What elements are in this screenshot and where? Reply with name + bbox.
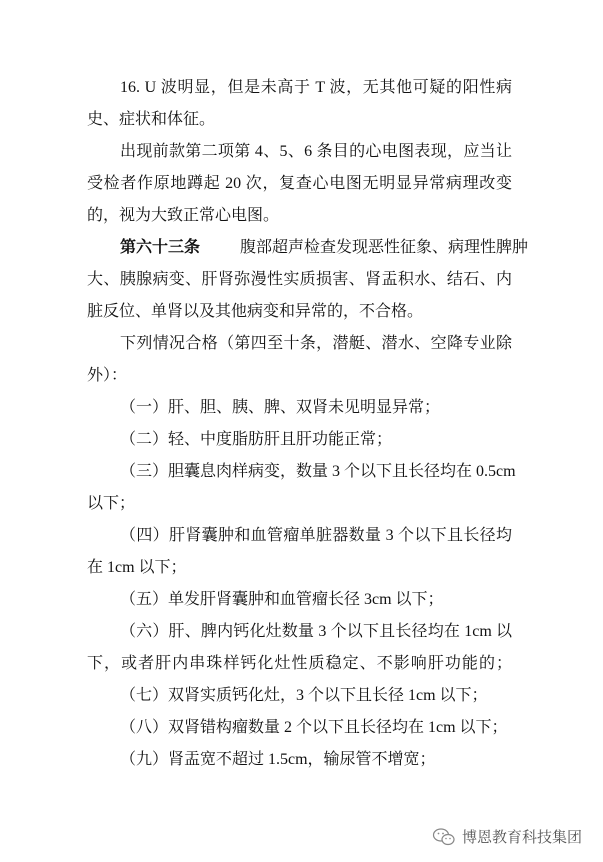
text-line: 外）： xyxy=(87,367,128,384)
wechat-icon xyxy=(432,827,456,847)
list-item: （五）单发肝肾囊肿和血管瘤长径 3cm 以下； xyxy=(120,591,444,608)
text-line: 受检者作原地蹲起 20 次，复查心电图无明显异常病理改变 xyxy=(87,175,512,192)
article-heading: 第六十三条 xyxy=(120,239,201,256)
text-line: 出现前款第二项第 4、5、6 条目的心电图表现，应当让 xyxy=(120,143,512,160)
list-item: （一）肝、胆、胰、脾、双肾未见明显异常； xyxy=(120,399,441,416)
list-item: （二）轻、中度脂肪肝且肝功能正常； xyxy=(120,431,393,448)
text-line: 脏反位、单肾以及其他病变和异常的，不合格。 xyxy=(87,303,424,320)
text-line: 16. U 波明显，但是未高于 T 波，无其他可疑的阳性病 xyxy=(120,79,512,96)
watermark-text: 博恩教育科技集团 xyxy=(462,828,583,846)
list-item: （七）双肾实质钙化灶，3 个以下且长径 1cm 以下； xyxy=(120,687,488,704)
list-item: （三）胆囊息肉样病变，数量 3 个以下且长径均在 0.5cm xyxy=(120,463,516,480)
text-line: 在 1cm 以下； xyxy=(87,559,187,576)
text-line: 下，或者肝内串珠样钙化灶性质稳定、不影响肝功能的； xyxy=(87,655,512,672)
article-line xyxy=(120,238,529,258)
text-line: 史、症状和体征。 xyxy=(87,111,216,128)
list-item: （六）肝、脾内钙化灶数量 3 个以下且长径均在 1cm 以 xyxy=(120,623,512,640)
text-line: 大、胰腺病变、肝肾弥漫性实质损害、肾盂积水、结石、内 xyxy=(87,271,512,288)
list-item: （九）肾盂宽不超过 1.5cm，输尿管不增宽； xyxy=(120,751,436,768)
text-line: 下列情况合格（第四至十条，潜艇、潜水、空降专业除 xyxy=(120,335,512,352)
list-item: （八）双肾错构瘤数量 2 个以下且长径均在 1cm 以下； xyxy=(120,719,508,736)
text-line: 以下； xyxy=(87,495,136,512)
list-item: （四）肝肾囊肿和血管瘤单脏器数量 3 个以下且长径均 xyxy=(120,527,512,544)
text-line: 的，视为大致正常心电图。 xyxy=(87,207,280,224)
watermark xyxy=(432,826,582,847)
text-line: 腹部超声检查发现恶性征象、病理性脾肿 xyxy=(240,239,529,256)
